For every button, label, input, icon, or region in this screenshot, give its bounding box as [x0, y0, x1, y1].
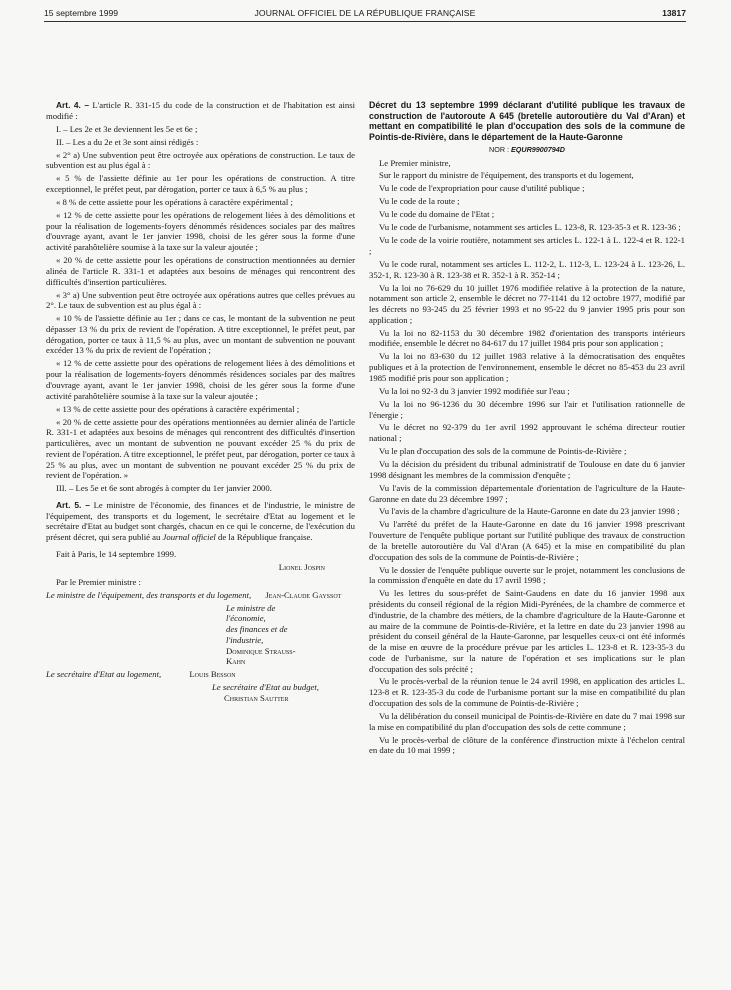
paragraph: Vu le plan d'occupation des sols de la commune de Pointis-de-Rivière ; [379, 446, 627, 457]
secretary-budget-block [46, 682, 355, 704]
paragraph: Vu le décret no 92-379 du 1er avril 1992 approuvant le schéma directeur routier national ; [369, 422, 685, 444]
article-5 [46, 500, 355, 543]
paragraph: Vu le code de la route ; [379, 196, 460, 207]
minister-economy-title-1: Le ministre de l'économie, [226, 602, 276, 624]
article-4 [46, 100, 355, 122]
paragraph: « 20 % de cette assiette pour les opérations de construction mentionnées au dernier alinéa de l'article R. 331-1 et adaptées aux besoins de ménages qui rencontrent des difficultés d'insertion particulières. [46, 255, 355, 287]
paragraph: « 12 % de cette assiette pour des opérations de relogement liées à des démolitions et pour la réalisation de logements-foyers dénommés résidences sociales par des maîtres d'ouvrage ayant, avant le 1er janvier 1998, choisi de les gérer sous la forme d'une activité parahôtelière soumise à la taxe sur la valeur ajoutée ; [46, 358, 355, 401]
paragraph: Vu le dossier de l'enquête publique ouverte sur le projet, notamment les conclusions de la commission d'enquête en date du 17 avril 1998 ; [369, 564, 685, 586]
paragraph: « 3° a) Une subvention peut être octroyée aux opérations autres que celles prévues au 2°. Le taux de subvention est au plus égal à : [46, 289, 355, 311]
page-header [44, 8, 686, 22]
paragraph: Vu le code de l'urbanisme, notamment ses articles L. 123-8, R. 123-35-3 et R. 123-36 ; [379, 222, 681, 233]
article-4-label: Art. 4. – [56, 100, 90, 110]
paragraph: Vu les lettres du sous-préfet de Saint-Gaudens en date du 16 janvier 1998 aux présidents du conseil régional de la région Midi-Pyrénées, de la chambre de commerce et d'industrie, de la chambre des métiers, de la chambre d'agriculture de la Haute-Garonne et au maire de la commune de Pointis-de-Rivière, et la lettre en date du 23 janvier 1998 au président du conseil général de la Haute-Garonne, par lesquelles ceux-ci ont été informés de la mise en œuvre de la procédure prévue par les articles L. 123-8 et R. 123-35-3 du code de l'urbanisme, sur la nature de l'opération et ses implications sur le plan d'occupation des sols précité ; [369, 588, 685, 674]
paragraph: « 12 % de cette assiette pour les opérations de relogement liées à des démolitions et pour la réalisation de logements-foyers dénommés résidences sociales par des maîtres d'ouvrage ayant, avant le 1er janvier 1998, choisi de les gérer sous la forme d'une activité parahôtelière soumise à la taxe sur la valeur ajoutée ; [46, 209, 355, 253]
paragraph: Vu le procès-verbal de clôture de la conférence d'instruction mixte à l'échelon central en date du 10 mai 1999 ; [369, 734, 685, 756]
paragraph: Sur le rapport du ministre de l'équipement, des transports et du logement, [379, 170, 634, 181]
decree-title: Décret du 13 septembre 1999 déclarant d'utilité publique les travaux de construction de l'autoroute A 645 (bretelle autoroutière du Val d'Aran) et mettant en compatibilité le plan d'occupation des sols de la commune de Pointis-de-Rivière, dans le département de la Haute-Garonne [369, 100, 685, 142]
paragraph: Vu la loi no 92-3 du 3 janvier 1992 modifiée sur l'eau ; [379, 385, 570, 396]
paragraph: « 20 % de cette assiette pour des opérations mentionnées au dernier alinéa de l'article R. 331-1 et adaptées aux besoins de ménages qui rencontrent des difficultés d'insertion particulières, avec un montant de subvention ne pouvant excéder 25 % du prix de revient de l'opération. A titre exceptionnel, le préfet peut, par dérogation, porter ce taux à 25 % au plus, avec un montant de subvention ne pouvant excéder 25 % du prix de revient de l'opération. » [46, 416, 355, 481]
paragraph: Vu la loi no 96-1236 du 30 décembre 1996 sur l'air et l'utilisation rationnelle de l'énergie ; [369, 398, 685, 420]
paragraph: « 2° a) Une subvention peut être octroyée aux opérations de construction. Le taux de subvention est au plus égal à : [46, 149, 355, 171]
minister-economy-title-2: des finances et de l'industrie, [226, 624, 288, 645]
header-page-number: 13817 [662, 8, 686, 18]
secretary-housing-block [46, 669, 355, 680]
paragraph: Vu l'arrêté du préfet de la Haute-Garonne en date du 16 janvier 1998 prescrivant l'ouverture de l'enquête publique portant sur l'utilité publique des travaux de construction de la bretelle autoroutière du Val d'Aran (A 645) et la mise en compatibilité du plan d'occupation des sols de la commune de Pointis-de-Rivière ; [369, 519, 685, 562]
paragraph: Vu le code rural, notamment ses articles L. 112-2, L. 112-3, L. 123-24 à L. 123-26, L. 352-1, R. 123-30 à R. 123-38 et R. 352-1 à R. 352-14 ; [369, 258, 685, 280]
secretary-housing-name: Louis Besson [189, 669, 236, 680]
paragraph: Vu l'avis de la chambre d'agriculture de la Haute-Garonne en date du 23 janvier 1998 ; [379, 506, 680, 517]
article-5-label: Art. 5. – [56, 499, 90, 510]
minister-equipment-name: Jean-Claude Gayssot [265, 589, 342, 600]
paragraph: Vu l'avis de la commission départementale d'orientation de l'agriculture de la Haute-Garonne en date du 23 décembre 1997 ; [369, 482, 685, 504]
minister-equipment-block [46, 590, 355, 601]
paragraph: « 8 % de cette assiette pour les opérations à caractère expérimental ; [56, 196, 293, 207]
nor-label: NOR : [489, 144, 509, 154]
paragraph: Vu la loi no 76-629 du 10 juillet 1976 modifiée relative à la protection de la nature, notamment son article 2, ensemble le décret no 77-1141 du 12 octobre 1977, modifié par les décrets no 93-245 du 25 février 1993 et no 95-22 du 9 janvier 1995 pris pour son application ; [369, 282, 685, 325]
minister-economy-block [46, 603, 355, 668]
right-column [369, 100, 685, 758]
paragraph: Vu la loi no 83-630 du 12 juillet 1983 relative à la démocratisation des enquêtes publiques et à la protection de l'environnement, ensemble le décret no 85-453 du 23 avril 1985 modifié pris pour son application ; [369, 351, 685, 383]
paragraph: Vu le code du domaine de l'Etat ; [379, 209, 495, 220]
minister-equipment-title-1: Le ministre de l'équipement, [46, 589, 145, 600]
header-rule [44, 21, 686, 22]
paragraph: Vu la loi no 82-1153 du 30 décembre 1982 d'orientation des transports intérieurs modifiée, ensemble le décret no 84-617 du 17 juillet 1984 pris pour son application ; [369, 327, 685, 349]
paragraph: I. – Les 2e et 3e deviennent les 5e et 6e ; [56, 123, 198, 134]
paragraph: Vu la décision du président du tribunal administratif de Toulouse en date du 6 janvier 1998 désignant les membres de la commission d'enquête ; [369, 459, 685, 480]
nor-code: EQUR9900794D [511, 144, 565, 154]
secretary-budget-name: Christian Sautter [224, 692, 289, 703]
minister-economy-name: Dominique Strauss-Kahn [226, 645, 296, 667]
paragraph: « 13 % de cette assiette pour des opérations à caractère expérimental ; [56, 403, 300, 414]
paragraph: Vu le procès-verbal de la réunion tenue le 24 avril 1998, en application des articles L. 123-8 et R. 123-35-3 du code de l'urbanisme portant sur la mise en compatibilité du plan d'occupation des sols de la commune de Pointis-de-Rivière ; [369, 676, 685, 708]
paragraph: Vu le code de la voirie routière, notamment ses articles L. 122-1 à L. 122-4 et R. 122-1 ; [369, 235, 685, 256]
paragraph: II. – Les a du 2e et 3e sont ainsi rédigés : [56, 136, 199, 147]
header-date: 15 septembre 1999 [44, 8, 119, 18]
article-5-end: de la République française. [218, 532, 313, 543]
secretary-budget-title: Le secrétaire d'Etat au budget, [212, 682, 319, 693]
paragraph: « 5 % de l'assiette définie au 1er pour les opérations de construction. A titre exceptionnel, le préfet peut, par dérogation, porter ce taux à 6,5 % au plus ; [46, 173, 355, 194]
paragraph: « 10 % de l'assiette définie au 1er ; dans ce cas, le montant de la subvention ne peut dépasser 13 % du prix de revient de l'opération. A titre exceptionnel, le préfet peut, par dérogation, porter ce taux à 11,5 % au plus, avec un montant de subvention ne pouvant excéder 13 % du prix de revient de l'opération ; [46, 313, 355, 356]
article-5-text: Le ministre de l'économie, des finances et de l'industrie, le ministre de l'équipement, des transports et du logement, le secrétaire d'Etat au logement et le secrétaire d'Etat au budget sont chargés, chacun en ce qui le concerne, de l'exécution du présent décret, qui sera publié au [46, 499, 355, 543]
header-journal-title: JOURNAL OFFICIEL DE LA RÉPUBLIQUE FRANÇAISE [254, 8, 476, 18]
prime-minister-signature: Lionel Jospin [278, 561, 325, 572]
paragraph: Vu le code de l'expropriation pour cause d'utilité publique ; [379, 183, 585, 194]
article-4-intro: L'article R. 331-15 du code de la construction et de l'habitation est ainsi modifié : [46, 100, 356, 121]
journal-officiel-ref: Journal officiel [162, 532, 216, 543]
paragraph: Le Premier ministre, [379, 157, 451, 168]
nor-reference [369, 145, 685, 156]
paragraph: III. – Les 5e et 6e sont abrogés à compter du 1er janvier 2000. [56, 483, 272, 494]
prime-minister-label: Par le Premier ministre : [56, 576, 141, 587]
done-at: Fait à Paris, le 14 septembre 1999. [56, 548, 177, 559]
minister-equipment-title-2: des transports et du logement, [146, 589, 252, 600]
left-column [46, 100, 355, 706]
secretary-housing-title: Le secrétaire d'Etat au logement, [46, 669, 162, 680]
paragraph: Vu la délibération du conseil municipal de Pointis-de-Rivière en date du 7 mai 1998 sur la mise en compatibilité du plan d'occupation des sols de cette commune ; [369, 710, 685, 732]
